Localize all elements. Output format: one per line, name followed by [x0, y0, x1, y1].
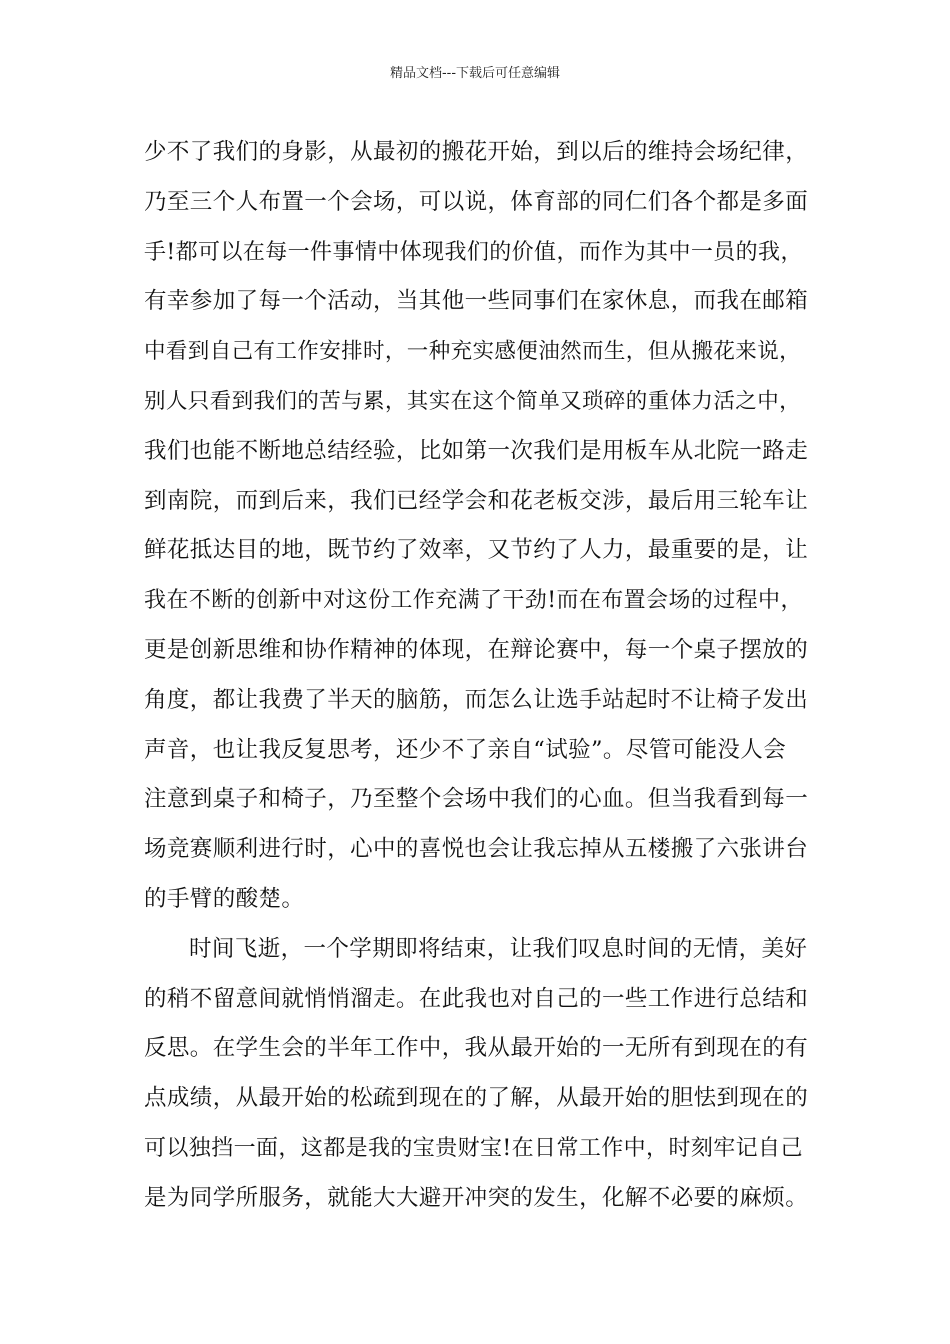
text-line: 鲜花抵达目的地，既节约了效率，又节约了人力，最重要的是，让	[144, 537, 809, 564]
document-body	[144, 128, 814, 1224]
text-line: 角度，都让我费了半天的脑筋，而怎么让选手站起时不让椅子发出	[144, 686, 809, 713]
text-line: 注意到桌子和椅子，乃至整个会场中我们的心血。但当我看到每一	[144, 786, 809, 813]
text-line: 是为同学所服务，就能大大避开冲突的发生，化解不必要的麻烦。	[144, 1184, 809, 1211]
text-line: 我在不断的创新中对这份工作充满了干劲!而在布置会场的过程中，	[144, 588, 803, 614]
text-line: 手!都可以在每一件事情中体现我们的价值，而作为其中一员的我，	[144, 239, 803, 265]
text-line: 少不了我们的身影，从最初的搬花开始，到以后的维持会场纪律，	[144, 139, 809, 165]
text-line: 乃至三个人布置一个会场，可以说，体育部的同仁们各个都是多面	[144, 188, 809, 215]
text-line: 可以独挡一面，这都是我的宝贵财宝!在日常工作中，时刻牢记自己	[144, 1135, 803, 1161]
page-header: 精品文档---下载后可任意编辑	[389, 66, 561, 81]
text-line: 更是创新思维和协作精神的体现，在辩论赛中，每一个桌子摆放的	[144, 636, 809, 663]
text-line: 时间飞逝，一个学期即将结束，让我们叹息时间的无情，美好	[189, 935, 808, 962]
text-line: 点成绩，从最开始的松疏到现在的了解，从最开始的胆怯到现在的	[144, 1085, 809, 1112]
text-line: 的稍不留意间就悄悄溜走。在此我也对自己的一些工作进行总结和	[144, 985, 809, 1012]
text-line: 到南院，而到后来，我们已经学会和花老板交涉，最后用三轮车让	[144, 487, 809, 514]
text-line: 别人只看到我们的苦与累，其实在这个简单又琐碎的重体力活之中，	[144, 388, 802, 414]
text-line: 有幸参加了每一个活动，当其他一些同事们在家休息，而我在邮箱	[144, 288, 809, 315]
text-line: 我们也能不断地总结经验，比如第一次我们是用板车从北院一路走	[144, 437, 809, 464]
text-line: 中看到自己有工作安排时，一种充实感便油然而生，但从搬花来说，	[144, 339, 802, 365]
text-line: 场竞赛顺利进行时，心中的喜悦也会让我忘掉从五楼搬了六张讲台	[144, 836, 809, 863]
text-line: 的手臂的酸楚。	[144, 885, 305, 912]
text-line: 声音，也让我反复思考，还少不了亲自“试验”。尽管可能没人会	[144, 736, 787, 763]
text-line: 反思。在学生会的半年工作中，我从最开始的一无所有到现在的有	[144, 1035, 809, 1062]
